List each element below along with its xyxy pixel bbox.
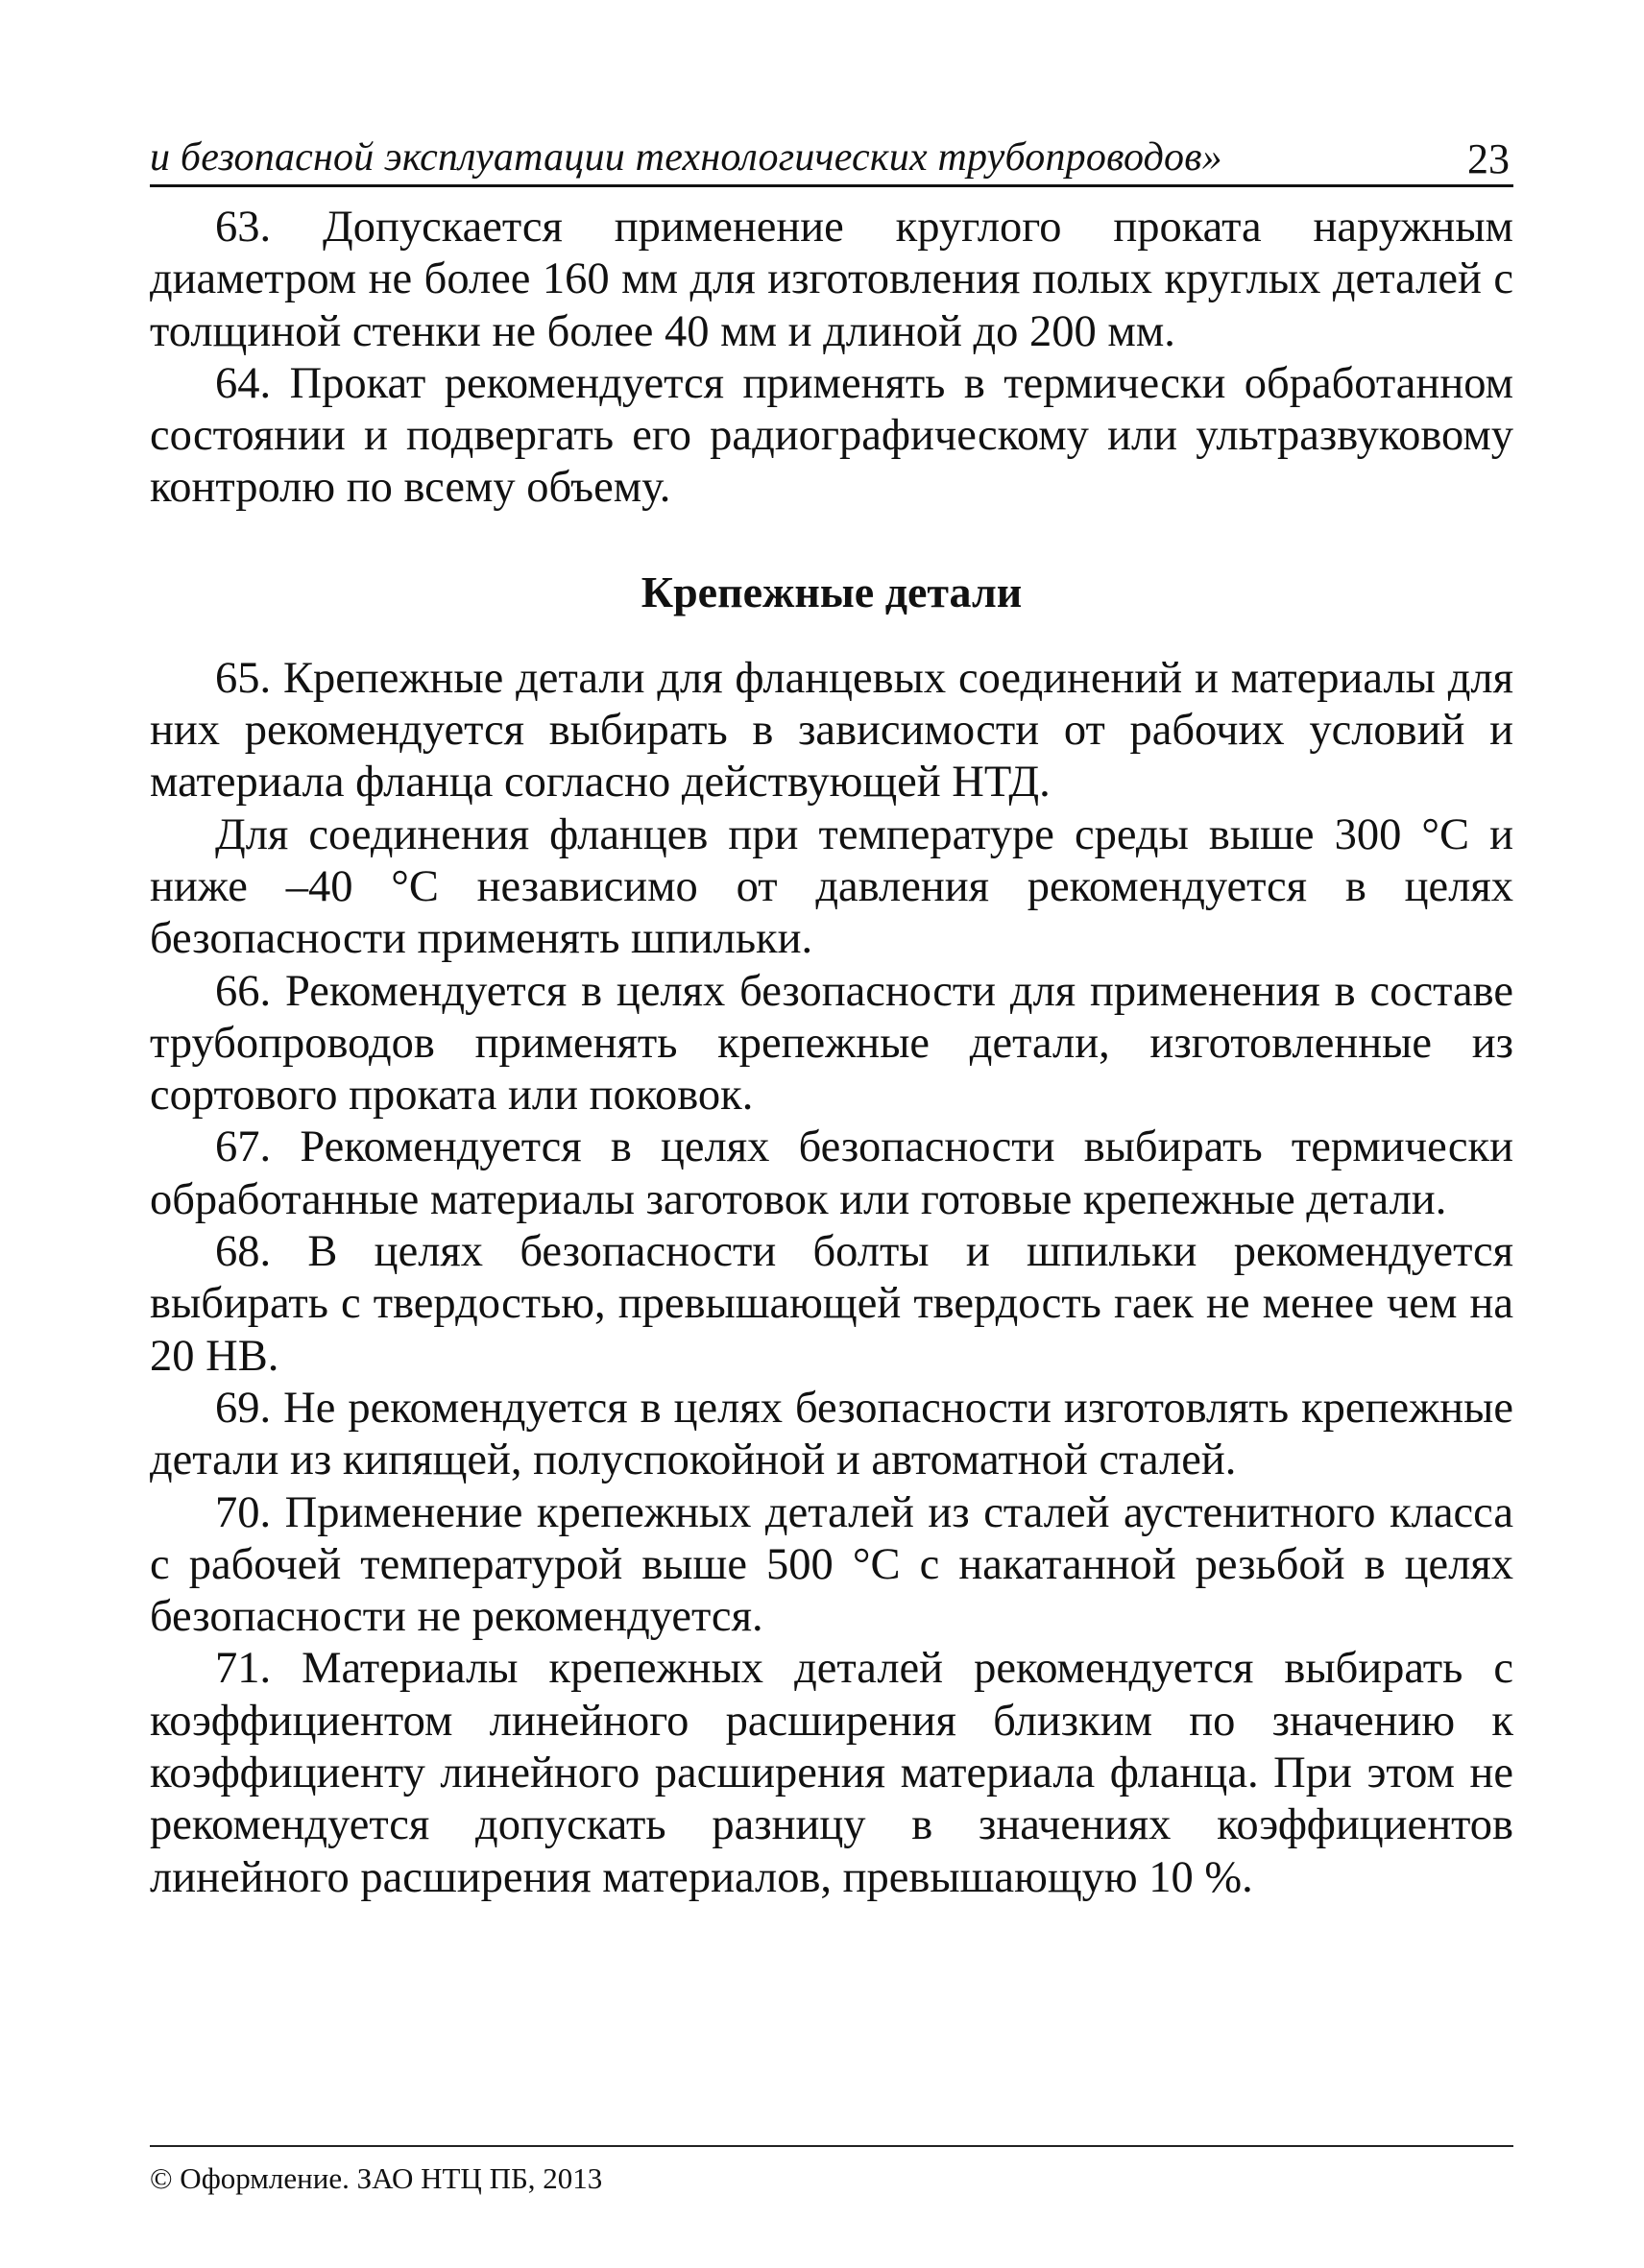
paragraph-65: 65. Крепежные детали для фланцевых соединений и материалы для них рекомендуется выбирать в зависимости от рабочих условий и материала фланца согласно действующей НТД. bbox=[150, 653, 1513, 808]
paragraph-71: 71. Материалы крепежных деталей рекомендуется выбирать с коэффициентом линейного расширения близким по значению к коэффициенту линейного расширения материала фланца. При этом не рекомендуется допускать разницу в значениях коэффициентов линейного расширения материалов, превышающую 10 %. bbox=[150, 1644, 1513, 1902]
paragraph-68: 68. В целях безопасности болты и шпильки рекомендуется выбирать с твердостью, превышающей твердость гаек не менее чем на 20 НВ. bbox=[150, 1227, 1513, 1381]
paragraph-69: 69. Не рекомендуется в целях безопасности изготовлять крепежные детали из кипящей, полуспокойной и автоматной сталей. bbox=[150, 1383, 1513, 1485]
running-title: и безопасной эксплуатации технологических трубопроводов» bbox=[150, 135, 1222, 180]
running-header bbox=[150, 133, 1513, 187]
paragraph-63: 63. Допускается применение круглого проката наружным диаметром не более 160 мм для изготовления полых круглых деталей с толщиной стенки не более 40 мм и длиной до 200 мм. bbox=[150, 203, 1513, 356]
main-content bbox=[150, 202, 1513, 1904]
paragraph-67: 67. Рекомендуется в целях безопасности выбирать термически обработанные материалы заготовок или готовые крепежные детали. bbox=[150, 1122, 1513, 1224]
paragraph-64: 64. Прокат рекомендуется применять в термически обработанном состоянии и подвергать его радиографическому или ультразвуковому контролю по всему объему. bbox=[150, 358, 1513, 513]
footer-divider bbox=[150, 2145, 1513, 2147]
page-number: 23 bbox=[1467, 135, 1510, 182]
paragraph-70: 70. Применение крепежных деталей из сталей аустенитного класса с рабочей температурой выше 500 °С с накатанной резьбой в целях безопасности не рекомендуется. bbox=[150, 1487, 1513, 1642]
paragraph-65-continued: Для соединения фланцев при температуре среды выше 300 °С и ниже –40 °С независимо от давления рекомендуется в целях безопасности применять шпильки. bbox=[150, 809, 1513, 964]
paragraph-66: 66. Рекомендуется в целях безопасности для применения в составе трубопроводов применять крепежные детали, изготовленные из сортового проката или поковок. bbox=[150, 966, 1513, 1121]
footer-copyright: © Оформление. ЗАО НТЦ ПБ, 2013 bbox=[150, 2161, 603, 2195]
section-heading: Крепежные детали bbox=[641, 567, 1023, 616]
